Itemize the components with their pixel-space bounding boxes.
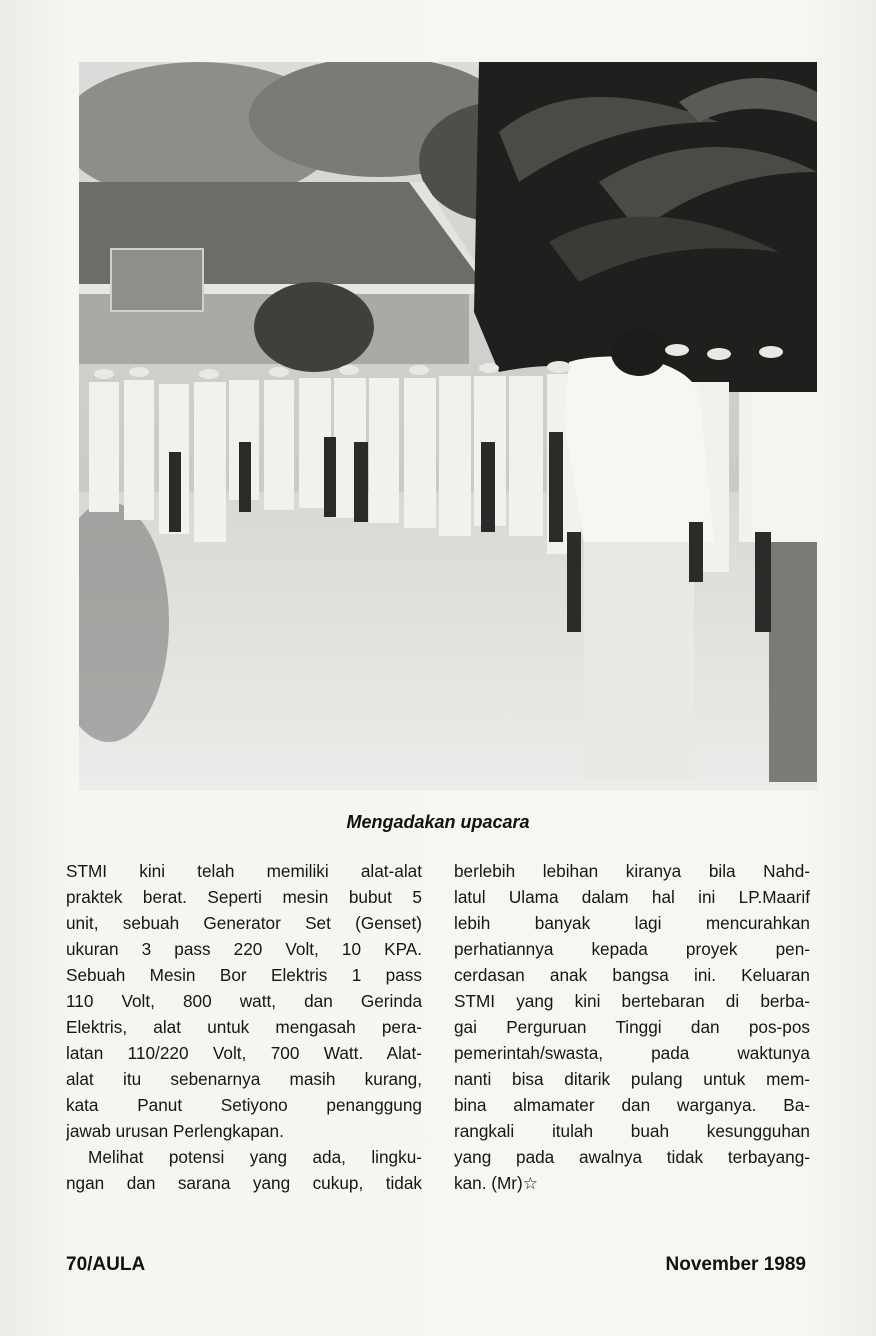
- article-line: jawab urusan Perlengkapan.: [66, 1121, 284, 1141]
- article-line: 110 Volt, 800 watt, dan Gerinda: [66, 991, 422, 1011]
- article-line: ukuran 3 pass 220 Volt, 10 KPA.: [66, 939, 422, 959]
- article-line: praktek berat. Seperti mesin bubut 5: [66, 887, 422, 907]
- article-line: Sebuah Mesin Bor Elektris 1 pass: [66, 965, 422, 985]
- page-number: 70/AULA: [66, 1254, 146, 1275]
- article-line: yang pada awalnya tidak terbayang-: [454, 1147, 810, 1167]
- article-line: kan. (Mr)☆: [454, 1173, 539, 1193]
- article-line: alat itu sebenarnya masih kurang,: [66, 1069, 422, 1089]
- article-line: STMI yang kini bertebaran di berba-: [454, 991, 810, 1011]
- article-line: pemerintah/swasta, pada waktunya: [454, 1043, 810, 1063]
- article-line: unit, sebuah Generator Set (Genset): [66, 913, 422, 933]
- article-line: bina almamater dan warganya. Ba-: [454, 1095, 810, 1115]
- article-line: cerdasan anak bangsa ini. Keluaran: [454, 965, 810, 985]
- article-right-column: [454, 858, 810, 1196]
- article-line: Melihat potensi yang ada, lingku-: [88, 1147, 422, 1167]
- issue-date: November 1989: [665, 1254, 806, 1275]
- article-line: ngan dan sarana yang cukup, tidak: [66, 1173, 422, 1193]
- article-line: nanti bisa ditarik pulang untuk mem-: [454, 1069, 810, 1089]
- article-line: latul Ulama dalam hal ini LP.Maarif: [454, 887, 810, 907]
- article-line: rangkali itulah buah kesungguhan: [454, 1121, 810, 1141]
- photo-caption: Mengadakan upacara: [346, 812, 530, 832]
- article-line: latan 110/220 Volt, 700 Watt. Alat-: [66, 1043, 422, 1063]
- ceremony-photo: [79, 62, 817, 790]
- article-left-column: [66, 858, 422, 1196]
- article-line: lebih banyak lagi mencurahkan: [454, 913, 810, 933]
- ceremony-photo-image: [79, 62, 817, 790]
- article-line: perhatiannya kepada proyek pen-: [454, 939, 810, 959]
- article-line: kata Panut Setiyono penanggung: [66, 1095, 422, 1115]
- article-line: Elektris, alat untuk mengasah pera-: [66, 1017, 422, 1037]
- article-line: STMI kini telah memiliki alat-alat: [66, 861, 422, 881]
- article-line: gai Perguruan Tinggi dan pos-pos: [454, 1017, 810, 1037]
- article-line: berlebih lebihan kiranya bila Nahd-: [454, 861, 810, 881]
